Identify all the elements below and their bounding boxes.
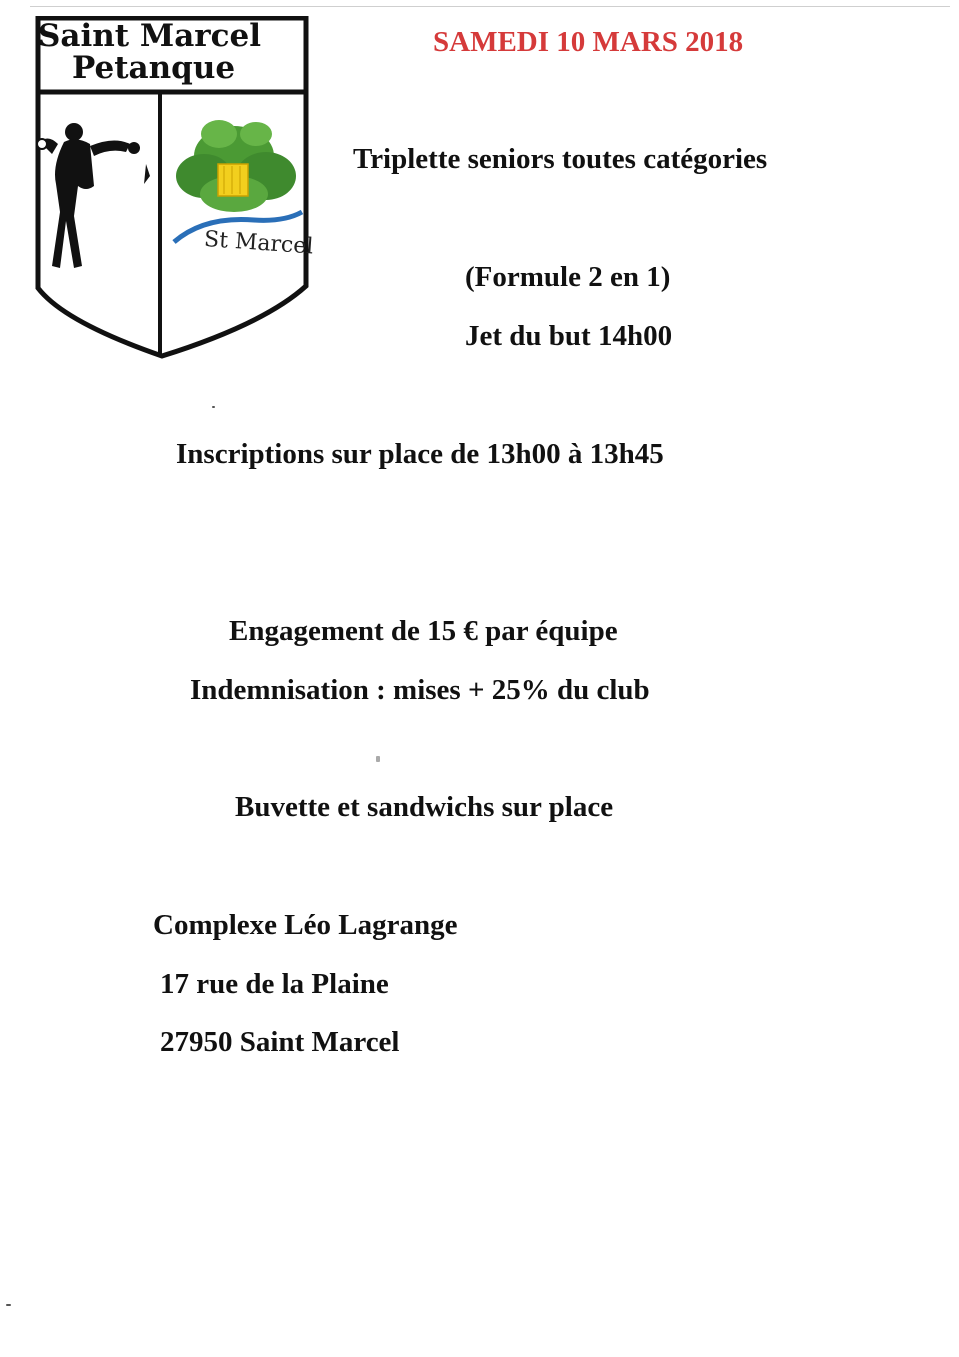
event-category: Triplette seniors toutes catégories	[353, 143, 768, 175]
venue-name: Complexe Léo Lagrange	[153, 909, 458, 941]
venue-street: 17 rue de la Plaine	[160, 968, 389, 1000]
logo-title-line2: Petanque	[72, 50, 236, 86]
event-catering: Buvette et sandwichs sur place	[235, 791, 614, 823]
logo-emblem-text: St Marcel	[203, 226, 314, 260]
event-format: (Formule 2 en 1)	[465, 261, 671, 293]
scan-speck	[6, 1304, 11, 1306]
event-registration: Inscriptions sur place de 13h00 à 13h45	[176, 438, 664, 470]
event-date: SAMEDI 10 MARS 2018	[433, 26, 744, 58]
club-logo	[34, 16, 314, 360]
scan-speck	[212, 406, 215, 408]
logo-title-line1: Saint Marcel	[38, 18, 262, 54]
event-start-time: Jet du but 14h00	[465, 320, 673, 352]
event-prize: Indemnisation : mises + 25% du club	[190, 674, 650, 706]
scan-top-rule	[30, 6, 950, 7]
venue-city: 27950 Saint Marcel	[160, 1026, 400, 1058]
event-fee: Engagement de 15 € par équipe	[229, 615, 618, 647]
scan-speck	[376, 756, 380, 762]
